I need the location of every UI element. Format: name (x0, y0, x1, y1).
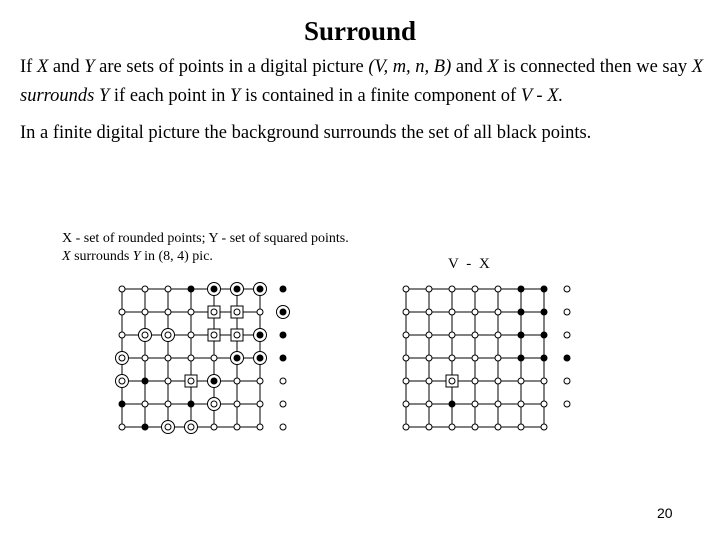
black-point (257, 286, 264, 293)
white-point (188, 355, 194, 361)
black-point (541, 332, 548, 339)
white-point (472, 332, 478, 338)
white-point (165, 332, 171, 338)
white-point (495, 286, 501, 292)
white-point (541, 401, 547, 407)
white-point (449, 378, 455, 384)
white-point (257, 424, 263, 430)
white-point (426, 378, 432, 384)
text-run: is contained in a finite component of (240, 86, 521, 106)
white-point (211, 332, 217, 338)
white-point (564, 401, 570, 407)
white-point (165, 286, 171, 292)
white-point (564, 309, 570, 315)
white-point (119, 355, 125, 361)
black-point (518, 332, 525, 339)
white-point (234, 309, 240, 315)
black-point (518, 309, 525, 316)
black-point (280, 332, 287, 339)
white-point (257, 309, 263, 315)
white-point (211, 355, 217, 361)
black-point (119, 401, 126, 408)
black-point (211, 286, 218, 293)
white-point (518, 378, 524, 384)
left-grid-figure (116, 283, 290, 434)
white-point (449, 286, 455, 292)
black-point (564, 355, 571, 362)
black-point (518, 355, 525, 362)
white-point (211, 424, 217, 430)
text-run: X (487, 57, 499, 77)
text-run: Y (84, 57, 95, 77)
white-point (119, 286, 125, 292)
page-number: 20 (657, 505, 673, 521)
black-point (541, 355, 548, 362)
white-point (472, 309, 478, 315)
white-point (472, 355, 478, 361)
white-point (541, 424, 547, 430)
right-grid-figure (403, 286, 571, 431)
white-point (449, 332, 455, 338)
white-point (541, 378, 547, 384)
white-point (518, 424, 524, 430)
white-point (119, 309, 125, 315)
black-point (142, 378, 149, 385)
text-run: and (451, 57, 488, 77)
black-point (257, 355, 264, 362)
white-point (403, 332, 409, 338)
white-point (426, 355, 432, 361)
white-point (403, 378, 409, 384)
white-point (472, 401, 478, 407)
text-run: If (20, 57, 37, 77)
text-run: X (36, 57, 49, 77)
white-point (472, 286, 478, 292)
white-point (426, 401, 432, 407)
white-point (188, 309, 194, 315)
white-point (280, 378, 286, 384)
white-point (403, 401, 409, 407)
white-point (564, 332, 570, 338)
text-run: X (62, 249, 71, 264)
v-minus-x-label: V - X (448, 256, 492, 272)
black-point (234, 286, 241, 293)
text-run: (V, m, n, B) (368, 57, 452, 77)
white-point (449, 424, 455, 430)
white-point (234, 424, 240, 430)
white-point (119, 378, 125, 384)
white-point (426, 309, 432, 315)
white-point (257, 378, 263, 384)
white-point (165, 401, 171, 407)
white-point (165, 355, 171, 361)
white-point (472, 378, 478, 384)
white-point (518, 401, 524, 407)
white-point (142, 401, 148, 407)
white-point (142, 332, 148, 338)
white-point (426, 286, 432, 292)
white-point (257, 401, 263, 407)
black-point (280, 355, 287, 362)
white-point (495, 332, 501, 338)
white-point (495, 309, 501, 315)
text-run: Y (230, 86, 241, 106)
white-point (495, 355, 501, 361)
white-point (188, 332, 194, 338)
slide-title: Surround (303, 16, 417, 46)
white-point (188, 378, 194, 384)
white-point (403, 424, 409, 430)
white-point (234, 332, 240, 338)
background-paragraph: In a finite digital picture the background surrounds the set of all black points. (20, 123, 592, 143)
white-point (142, 309, 148, 315)
black-point (234, 355, 241, 362)
white-point (211, 309, 217, 315)
black-point (541, 286, 548, 293)
white-point (564, 378, 570, 384)
black-point (449, 401, 456, 408)
white-point (165, 309, 171, 315)
white-point (165, 378, 171, 384)
text-run: if each point in (109, 86, 231, 106)
white-point (495, 424, 501, 430)
white-point (280, 401, 286, 407)
white-point (188, 424, 194, 430)
white-point (165, 424, 171, 430)
black-point (280, 309, 287, 316)
caption-line-1: X - set of rounded points; Y - set of squared points. (62, 231, 349, 246)
white-point (449, 309, 455, 315)
white-point (403, 355, 409, 361)
black-point (257, 332, 264, 339)
white-point (280, 424, 286, 430)
text-run: and (48, 57, 85, 77)
white-point (564, 286, 570, 292)
white-point (449, 355, 455, 361)
black-point (280, 286, 287, 293)
white-point (495, 378, 501, 384)
white-point (426, 424, 432, 430)
white-point (211, 401, 217, 407)
white-point (426, 332, 432, 338)
white-point (495, 401, 501, 407)
text-run: is connected then we say (498, 57, 692, 77)
text-run: V - X. (520, 86, 564, 106)
white-point (403, 286, 409, 292)
black-point (188, 286, 195, 293)
text-run: X surrounds Y (20, 57, 704, 106)
white-point (142, 355, 148, 361)
text-run: are sets of points in a digital picture (94, 57, 369, 77)
black-point (142, 424, 149, 431)
text-run: surrounds (70, 249, 133, 264)
white-point (234, 401, 240, 407)
text-run: in (8, 4) pic. (140, 249, 213, 264)
black-point (518, 286, 525, 293)
black-point (211, 378, 218, 385)
white-point (142, 286, 148, 292)
white-point (119, 332, 125, 338)
text-run: Y (132, 249, 141, 264)
white-point (119, 424, 125, 430)
white-point (472, 424, 478, 430)
white-point (234, 378, 240, 384)
black-point (541, 309, 548, 316)
black-point (188, 401, 195, 408)
white-point (403, 309, 409, 315)
